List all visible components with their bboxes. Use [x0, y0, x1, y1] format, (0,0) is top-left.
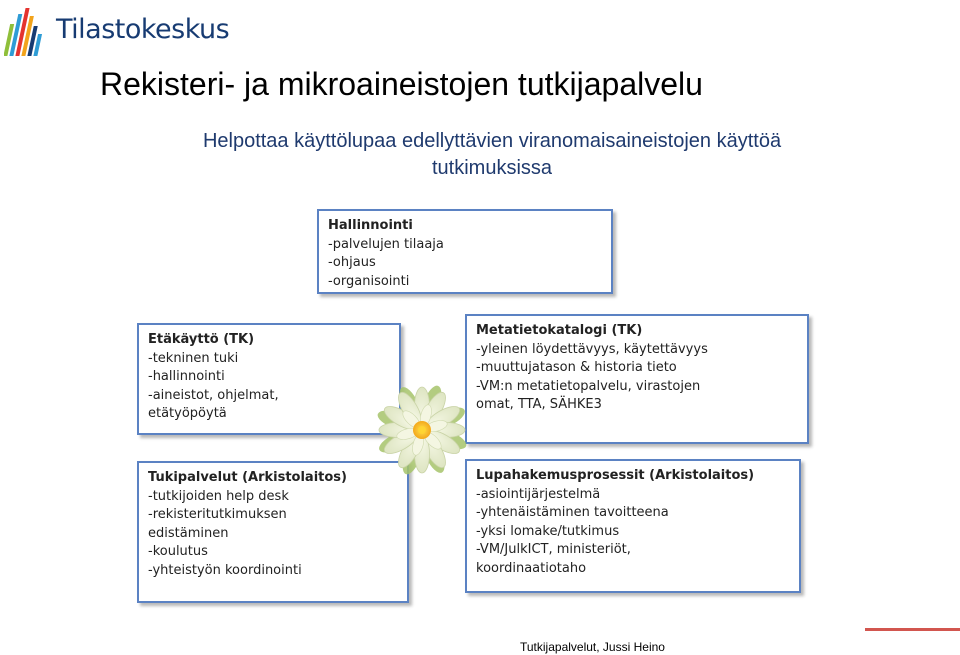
- box-heading: Hallinnointi: [328, 218, 413, 233]
- box-line: -VM/JulkICT, ministeriöt,: [476, 542, 631, 557]
- box-heading: Tukipalvelut (Arkistolaitos): [148, 470, 347, 485]
- box-line: -yhteistyön koordinointi: [148, 562, 302, 578]
- box-line: -hallinnointi: [148, 369, 225, 384]
- box-line: -yleinen löydettävyys, käytettävyys: [476, 341, 708, 357]
- box-line: -palvelujen tilaaja: [328, 236, 444, 252]
- box-line: -organisointi: [328, 273, 410, 289]
- footer-text: Tutkijapalvelut, Jussi Heino: [520, 640, 665, 654]
- box-line: edistäminen: [148, 525, 229, 541]
- box-etakaytto: [137, 323, 401, 435]
- box-heading: Etäkäyttö (TK): [148, 332, 255, 347]
- box-line: -tekninen tuki: [148, 350, 239, 366]
- box-heading: Metatietokatalogi (TK): [476, 323, 643, 338]
- tilastokeskus-logo: [4, 6, 264, 58]
- subtitle: [112, 128, 872, 182]
- box-line: -koulutus: [148, 544, 208, 559]
- subtitle-line: tutkimuksissa: [431, 157, 553, 179]
- box-line: -aineistot, ohjelmat,: [148, 387, 279, 403]
- logo-text: Tilastokeskus: [56, 14, 230, 45]
- box-line: koordinaatiotaho: [476, 560, 587, 576]
- box-line: etätyöpöytä: [148, 406, 227, 421]
- box-line: -ohjaus: [328, 255, 376, 270]
- page-title: Rekisteri- ja mikroaineistojen tutkijapalvelu: [100, 66, 703, 102]
- box-metatietokatalogi: [465, 314, 809, 444]
- box-line: -yhtenäistäminen tavoitteena: [476, 505, 669, 520]
- box-line: -asiointijärjestelmä: [476, 486, 601, 502]
- flower-icon: [376, 384, 468, 476]
- box-line: -VM:n metatietopalvelu, virastojen: [476, 378, 701, 394]
- box-heading: Lupahakemusprosessit (Arkistolaitos): [476, 468, 755, 483]
- logo-bars-icon: [4, 6, 52, 58]
- box-line: omat, TTA, SÄHKE3: [476, 397, 602, 412]
- box-line: -muuttujatason & historia tieto: [476, 360, 677, 375]
- box-lupahakemusprosessit: [465, 459, 801, 593]
- box-line: -tutkijoiden help desk: [148, 488, 289, 504]
- footer-rule: [865, 628, 960, 631]
- subtitle-line: Helpottaa käyttölupaa edellyttävien viranomaisaineistojen käyttöä: [202, 130, 782, 152]
- box-tukipalvelut: [137, 461, 409, 603]
- box-line: -rekisteritutkimuksen: [148, 507, 287, 522]
- box-line: -yksi lomake/tutkimus: [476, 523, 620, 539]
- box-hallinnointi: [317, 209, 613, 294]
